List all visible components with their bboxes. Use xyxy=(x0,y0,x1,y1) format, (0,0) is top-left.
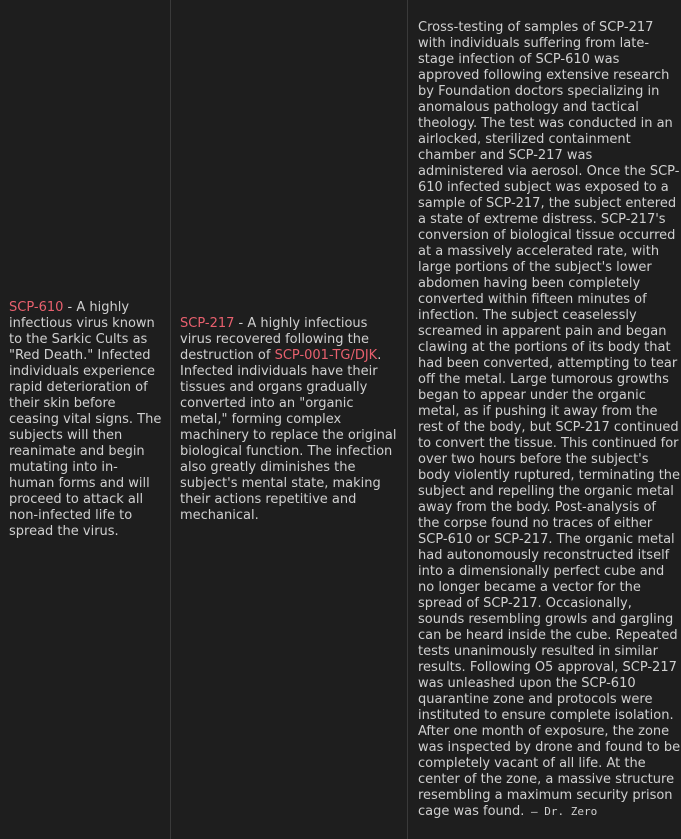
scp-217-description-b: . Infected individuals have their tissues and organs gradually converted into an "organic metal," forming complex machinery to replace the original biological function. The infection also greatly diminishes the subject's mental state, making their actions repetitive and mechanical. xyxy=(180,347,397,523)
signature: — Dr. Zero xyxy=(524,804,598,818)
cell-scp-610 xyxy=(0,0,171,839)
scp-610-link[interactable]: SCP-610 xyxy=(9,299,64,315)
scp-610-description: A highly infectious virus known to the Sarkic Cults as "Red Death." Infected individuals experience rapid deterioration of their skin before ceasing vital signs. The subjects will then reanimate and begin mutating into in-human forms and will proceed to attack all non-infected life to spread the virus. xyxy=(9,299,162,539)
cell-scp-217 xyxy=(171,0,408,839)
scp-217-link[interactable]: SCP-217 xyxy=(180,315,235,331)
scp-001-tg-djk-link[interactable]: SCP-001-TG/DJK xyxy=(274,347,378,363)
entry-text xyxy=(9,300,162,540)
result-description: Cross-testing of samples of SCP-217 with individuals suffering from late-stage infection of SCP-610 was approved following extensive research by Foundation doctors specializing in anomalous pathology and tactical theology. The test was conducted in an airlocked, sterilized containment chamber and SCP-217 was administered via aerosol. Once the SCP-610 infected subject was exposed to a sample of SCP-217, the subject entered a state of extreme distress. SCP-217's conversion of biological tissue occurred at a massively accelerated rate, with large portions of the subject's lower abdomen having been completely converted within fifteen minutes of infection. The subject ceaselessly screamed in apparent pain and began clawing at the portions of its body that had been converted, attempting to tear off the metal. Large tumorous growths began to appear under the organic metal, as if pushing it away from the rest of the body, but SCP-217 continued to convert the tissue. This continued for over two hours before the subject's body violently ruptured, terminating the subject and repelling the organic metal away from the body. Post-analysis of the corpse found no traces of either SCP-610 or SCP-217. The organic metal had autonomously reconstructed itself into a dimensionally perfect cube and no longer became a vector for the spread of SCP-217. Occasionally, sounds resembling growls and gargling can be heard inside the cube. Repeated tests unanimously resulted in similar results. Following O5 approval, SCP-217 was unleashed upon the SCP-610 quarantine zone and protocols were instituted to ensure complete isolation. After one month of exposure, the zone was inspected by drone and found to be completely vacant of all life. At the center of the zone, a massive structure resembling a maximum security prison cage was found. xyxy=(418,19,681,819)
scp-217-description-a: A highly infectious virus recovered following the destruction of xyxy=(180,315,369,363)
entry-text xyxy=(180,316,397,524)
separator: - xyxy=(234,315,248,331)
cell-result xyxy=(408,0,681,839)
separator: - xyxy=(63,299,77,315)
result-text xyxy=(418,20,681,820)
